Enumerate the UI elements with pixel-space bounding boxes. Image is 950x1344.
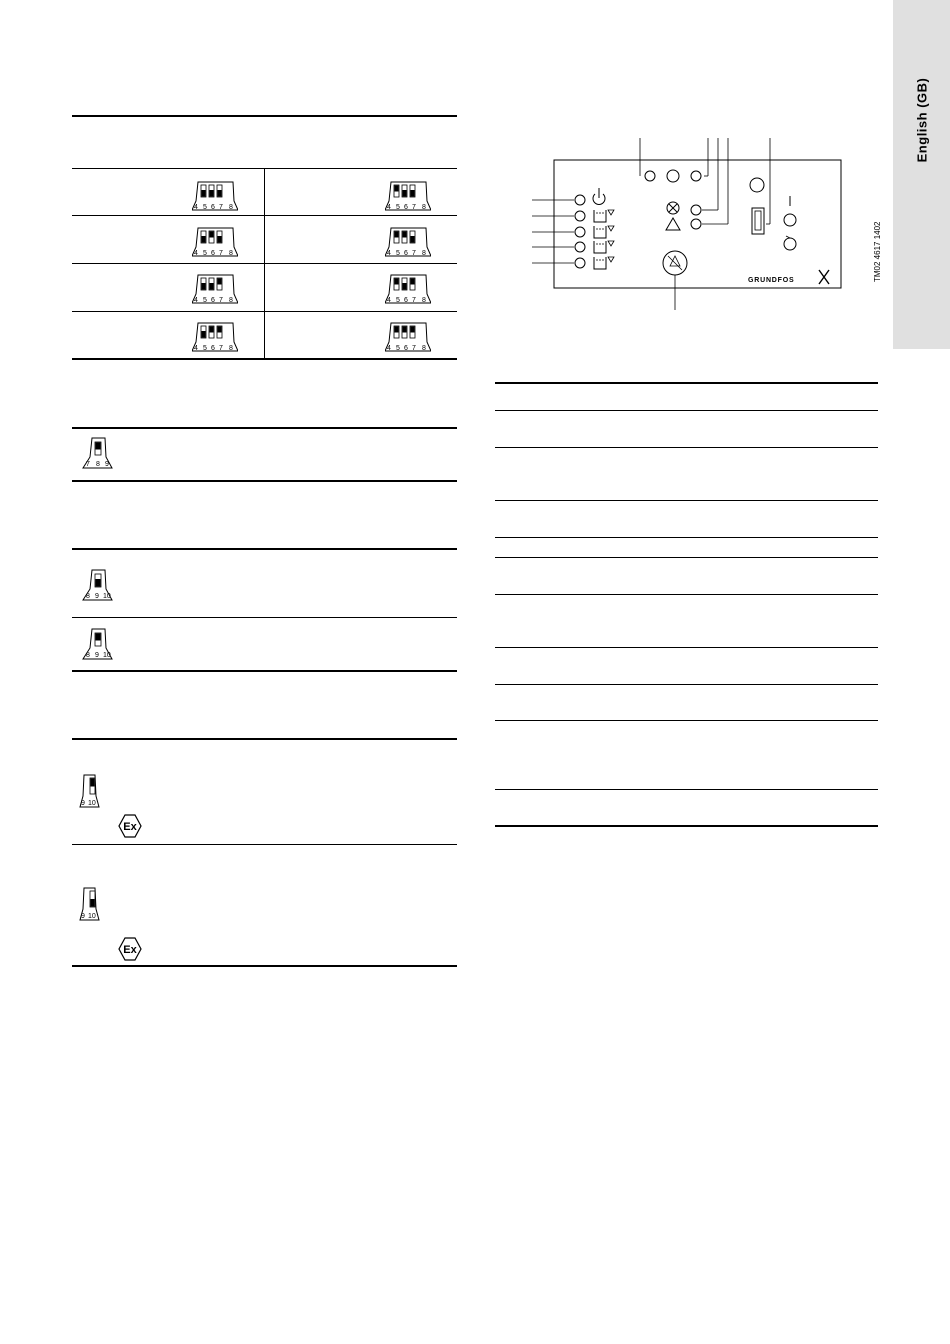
table-row-rule: [495, 500, 878, 501]
table-row-rule: [495, 447, 878, 448]
table-row-rule: [495, 557, 878, 558]
svg-text:45678: 4 5 6 7 8: [387, 250, 426, 257]
table-top-rule: [72, 427, 457, 429]
svg-text:45678: 4 5 6 7 8: [194, 297, 233, 304]
table-bottom-rule: [495, 825, 878, 827]
table-bottom-rule: [72, 480, 457, 482]
table-column-divider: [264, 168, 265, 358]
svg-text:789: 7 8 9: [86, 461, 109, 468]
table-row-rule: [495, 537, 878, 538]
table-row-rule: [495, 720, 878, 721]
table-top-rule: [72, 738, 457, 740]
svg-text:8910: 8 9 10: [86, 652, 111, 659]
control-panel-drawing: [532, 138, 844, 310]
dip-switch-7-9-icon: [82, 437, 114, 474]
svg-text:45678: 4 5 6 7 8: [194, 345, 233, 352]
dip-switch-4-8-icon: [385, 274, 431, 309]
svg-text:45678: 4 5 6 7 8: [387, 345, 426, 352]
dip-switch-4-8-icon: [385, 181, 431, 216]
svg-text:8910: 8 9 10: [86, 593, 111, 600]
dip-switch-9-10-icon: [78, 774, 102, 813]
svg-text:910: 9 10: [81, 913, 96, 920]
table-bottom-rule: [72, 670, 457, 672]
table-row-rule: [72, 844, 457, 845]
svg-text:45678: 4 5 6 7 8: [387, 204, 426, 211]
dip-switch-4-8-icon: [385, 227, 431, 262]
svg-text:910: 9 10: [81, 800, 96, 807]
table-row-rule: [495, 789, 878, 790]
svg-text:45678: 4 5 6 7 8: [194, 250, 233, 257]
table-top-rule: [72, 548, 457, 550]
language-tab-label: English (GB): [914, 77, 929, 163]
dip-switch-4-8-icon: [192, 274, 238, 309]
table-row-rule: [72, 617, 457, 618]
svg-text:Ex: Ex: [123, 821, 137, 833]
table-row-rule: [495, 684, 878, 685]
dip-switch-4-8-icon: [192, 181, 238, 216]
dip-switch-4-8-icon: [385, 322, 431, 357]
svg-text:45678: 4 5 6 7 8: [387, 297, 426, 304]
table-top-rule: [495, 382, 878, 384]
ex-hexagon-icon: [118, 814, 142, 843]
table-header-rule: [495, 410, 878, 411]
ex-hexagon-icon: [118, 937, 142, 966]
svg-text:45678: 4 5 6 7 8: [194, 204, 233, 211]
drawing-code: TM02 4617 1402: [873, 221, 882, 282]
table-bottom-rule: [72, 358, 457, 360]
svg-text:Ex: Ex: [123, 944, 137, 956]
table-top-rule: [72, 115, 457, 117]
svg-text:GRUNDFOS: GRUNDFOS: [748, 277, 795, 284]
dip-switch-9-10-icon: [78, 887, 102, 926]
dip-switch-8-10-icon: [82, 569, 114, 606]
table-row-rule: [495, 594, 878, 595]
dip-switch-4-8-icon: [192, 322, 238, 357]
table-row-rule: [495, 647, 878, 648]
dip-switch-8-10-icon: [82, 628, 114, 665]
language-tab: [893, 0, 950, 349]
dip-switch-4-8-icon: [192, 227, 238, 262]
